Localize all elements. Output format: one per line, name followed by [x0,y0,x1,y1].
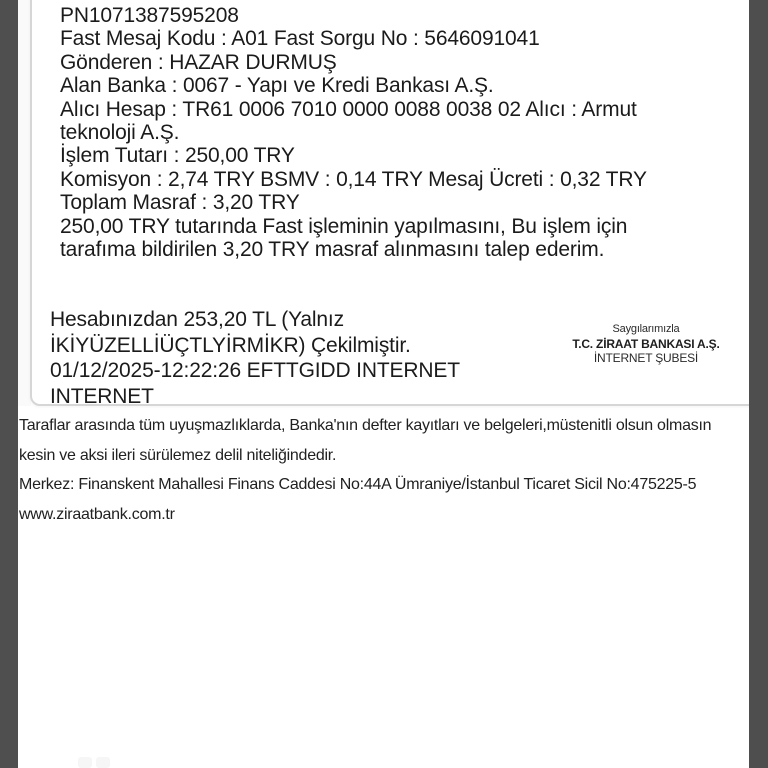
withdrawal-amount-line: Hesabınızdan 253,20 TL (Yalnız [50,308,344,331]
signature-branch-name: İNTERNET ŞUBESİ [593,351,699,365]
receipt-request-statement: 250,00 TRY tutarında Fast işleminin yapılmasını, Bu işlem için [60,214,628,238]
footer-website-url: www.ziraatbank.com.tr [19,505,175,523]
receipt-total-cost: Toplam Masraf : 3,20 TRY [60,191,300,215]
receipt-recipient-account-cont: teknoloji A.Ş. [60,121,180,145]
receipt-reference-number: PN1071387595208 [60,4,239,27]
footer-address-line: Merkez: Finanskent Mahallesi Finans Caddesi No:44A Ümraniye/İstanbul Ticaret Sicil No:475225-5 [19,476,697,493]
receipt-request-statement-cont: tarafıma bildirilen 3,20 TRY masraf alınmasını talep ederim. [60,238,605,262]
receipt-recipient-account: Alıcı Hesap : TR61 0006 7010 0000 0088 0038 02 Alıcı : Armut [60,97,637,121]
signature-salutation: Saygılarımızla [612,323,680,335]
receipt-fast-message-code: Fast Mesaj Kodu : A01 Fast Sorgu No : 5646091041 [60,27,540,51]
withdrawal-timestamp-line: 01/12/2025-12:22:26 EFTTGIDD INTERNET [50,359,460,383]
receipt-commission-fees: Komisyon : 2,74 TRY BSMV : 0,14 TRY Mesaj Ücreti : 0,32 TRY [60,167,647,191]
footer-disclaimer-line-1: Taraflar arasında tüm uyuşmazlıklarda, Banka'nın defter kayıtları ve belgeleri,müstenitli olsun olmasın [19,417,712,434]
signature-bank-name: T.C. ZİRAAT BANKASI A.Ş. [572,336,720,351]
withdrawal-channel-line: INTERNET [50,384,154,408]
withdrawal-statement [50,307,460,409]
legal-footer [19,411,768,529]
bottom-edge-artifact-left [78,757,92,768]
receipt-sender: Gönderen : HAZAR DURMUŞ [60,50,337,74]
viewer-right-rail [749,0,768,768]
bank-signature-block [546,322,746,366]
withdrawal-amount-words-line: İKİYÜZELLİÜÇTLYİRMİKR) Çekilmiştir. [50,333,411,357]
footer-disclaimer-line-2: kesin ve aksi ileri sürülemez delil niteliğindedir. [19,446,337,464]
receipt-transaction-amount: İşlem Tutarı : 250,00 TRY [60,144,295,168]
receipt-details [60,4,647,261]
bottom-edge-artifact-right [96,757,110,768]
receipt-receiving-bank: Alan Banka : 0067 - Yapı ve Kredi Bankası A.Ş. [60,74,494,98]
viewer-left-rail [0,0,18,768]
